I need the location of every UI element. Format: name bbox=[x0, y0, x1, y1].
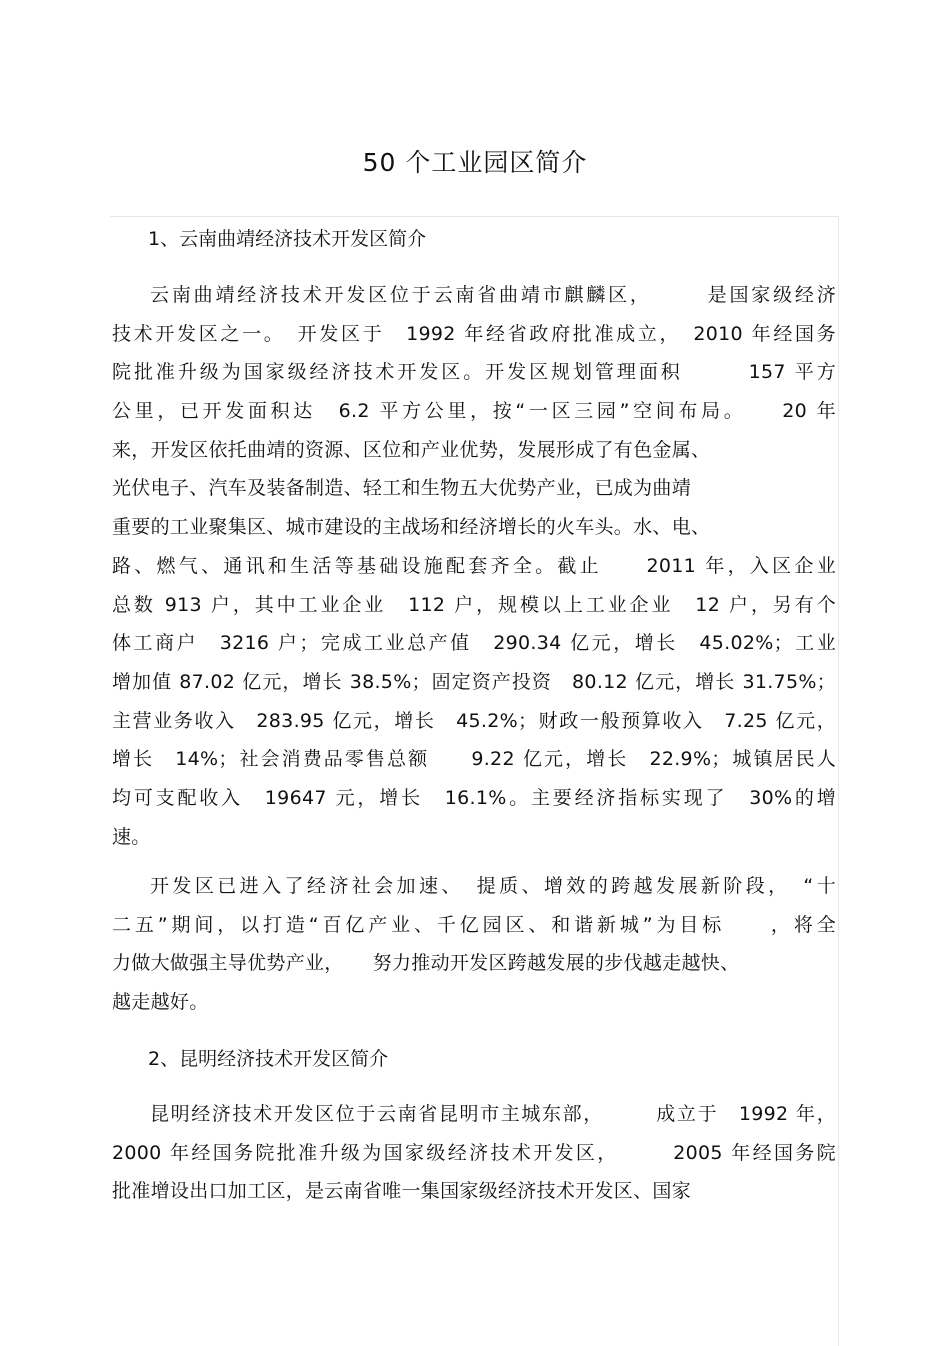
paragraph-line: 光伏电子、汽车及装备制造、轻工和生物五大优势产业，已成为曲靖 bbox=[112, 477, 692, 500]
paragraph-line: 体工商户 3216 户；完成工业总产值 290.34 亿元，增长 45.02%；工业 bbox=[112, 632, 836, 655]
section-heading-2: 2、昆明经济技术开发区简介 bbox=[148, 1048, 389, 1070]
paragraph-line: 批准增设出口加工区，是云南省唯一集国家级经济技术开发区、国家 bbox=[112, 1180, 692, 1203]
paragraph-1-2 bbox=[112, 867, 836, 1022]
paragraph-line: 公里，已开发面积达 6.2 平方公里，按“一区三园”空间布局。 20 年 bbox=[112, 400, 836, 423]
paragraph-line: 开发区已进入了经济社会加速、 提质、增效的跨越发展新阶段， “十 bbox=[150, 875, 836, 897]
paragraph-line: 重要的工业聚集区、城市建设的主战场和经济增长的火车头。水、电、 bbox=[112, 516, 711, 539]
document-title: 50 个工业园区简介 bbox=[362, 148, 588, 177]
paragraph-line: 云南曲靖经济技术开发区位于云南省曲靖市麒麟区， 是国家级经济 bbox=[150, 284, 836, 306]
paragraph-line: 力做大做强主导优势产业， 努力推动开发区跨越发展的步伐越走越快、 bbox=[112, 952, 740, 975]
paragraph-line: 速。 bbox=[112, 825, 151, 848]
section-heading-1: 1、云南曲靖经济技术开发区简介 bbox=[148, 228, 427, 250]
paragraph-line: 来，开发区依托曲靖的资源、区位和产业优势，发展形成了有色金属、 bbox=[112, 438, 711, 461]
paragraph-line: 越走越好。 bbox=[112, 991, 209, 1014]
paragraph-line: 增长 14%；社会消费品零售总额 9.22 亿元，增长 22.9%；城镇居民人 bbox=[112, 748, 836, 771]
paragraph-line: 技术开发区之一。 开发区于 1992 年经省政府批准成立， 2010 年经国务 bbox=[112, 322, 836, 345]
paragraph-line: 院批准升级为国家级经济技术开发区。开发区规划管理面积 157 平方 bbox=[112, 361, 836, 384]
paragraph-line: 二五”期间，以打造“百亿产业、千亿园区、和谐新城”为目标 ，将全 bbox=[112, 913, 836, 936]
paragraph-line: 总数 913 户，其中工业企业 112 户，规模以上工业企业 12 户，另有个 bbox=[112, 593, 836, 616]
paragraph-line: 均可支配收入 19647 元，增长 16.1%。主要经济指标实现了 30%的增 bbox=[112, 786, 836, 809]
paragraph-1-1 bbox=[112, 276, 836, 856]
paragraph-line: 2000 年经国务院批准升级为国家级经济技术开发区， 2005 年经国务院 bbox=[112, 1141, 836, 1164]
paragraph-line: 增加值 87.02 亿元，增长 38.5%；固定资产投资 80.12 亿元，增长 31.75%； bbox=[112, 670, 836, 693]
paragraph-line: 路、燃气、通讯和生活等基础设施配套齐全。截止 2011 年，入区企业 bbox=[112, 554, 836, 577]
paragraph-line: 主营业务收入 283.95 亿元，增长 45.2%；财政一般预算收入 7.25 亿元， bbox=[112, 709, 836, 732]
paragraph-line: 昆明经济技术开发区位于云南省昆明市主城东部， 成立于 1992 年， bbox=[150, 1103, 836, 1125]
paragraph-2-1 bbox=[112, 1095, 836, 1211]
